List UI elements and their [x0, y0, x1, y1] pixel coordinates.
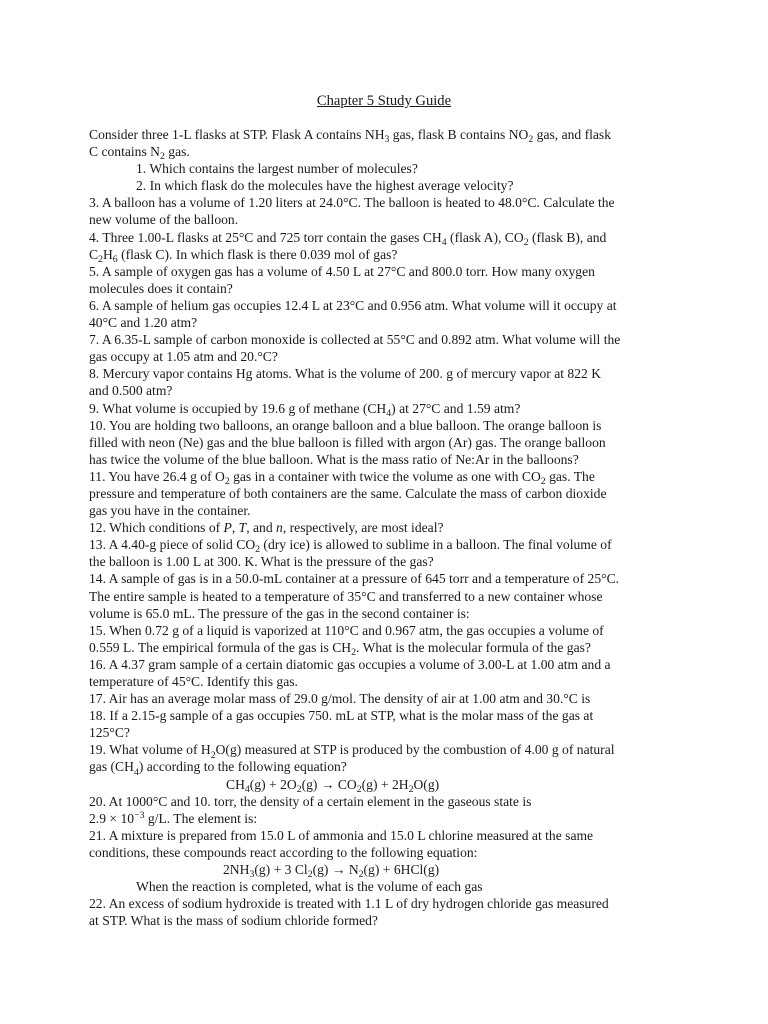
- text-line: 22. An excess of sodium hydroxide is treated with 1.1 L of dry hydrogen chloride gas measured: [89, 896, 609, 912]
- page-title: Chapter 5 Study Guide: [316, 93, 452, 109]
- text-line: 6. A sample of helium gas occupies 12.4 L at 23°C and 0.956 atm. What volume will it occupy at: [89, 297, 617, 313]
- chemical-equation: $CH_4(g) + 2O_2(g) \to CO_2(g) + 2H_2O(g)$: [226, 776, 440, 795]
- text-line: gas occupy at 1.05 atm and 20.°C?: [89, 349, 278, 365]
- text-line: 11. You have 26.4 g of $O_2$ gas in a container with twice the volume as one with $CO_2$ gas. The: [89, 468, 595, 487]
- chemical-equation: $2NH_3(g) + 3$ $Cl_2(g) \to N_2(g) + 6HCl(g)$: [223, 862, 440, 881]
- text-line: 0.559 L. The empirical formula of the gas is $CH_2$. What is the molecular formula of the gas?: [89, 639, 591, 658]
- text-line: C contains $N_2$ gas.: [89, 144, 190, 163]
- text-line: 3. A balloon has a volume of 1.20 liters at 24.0°C. The balloon is heated to 48.0°C. Calculate the: [89, 195, 615, 211]
- document-body: [89, 126, 689, 929]
- text-line: 16. A 4.37 gram sample of a certain diatomic gas occupies a volume of 3.00-L at 1.00 atm and a: [89, 656, 611, 672]
- text-line: gas $(CH_4)$ according to the following equation?: [89, 759, 347, 778]
- text-line: 18. If a 2.15-g sample of a gas occupies 750. mL at STP, what is the molar mass of the gas at: [89, 708, 594, 724]
- text-line: 8. Mercury vapor contains Hg atoms. What is the volume of 200. g of mercury vapor at 822 K: [89, 366, 602, 382]
- text-line: 4. Three 1.00-L flasks at 25°C and 725 torr contain the gases $CH_4$ (flask A), $CO_2$ (flask B), and: [89, 229, 607, 248]
- text-line: 15. When 0.72 g of a liquid is vaporized at 110°C and 0.967 atm, the gas occupies a volume of: [89, 622, 604, 638]
- text-line: at STP. What is the mass of sodium chloride formed?: [89, 913, 378, 929]
- text-line: 20. At 1000°C and 10. torr, the density of a certain element in the gaseous state is: [89, 793, 532, 809]
- text-line: $2.9 \times 10^{-3}$ g/L. The element is:: [89, 810, 258, 826]
- text-line: gas you have in the container.: [89, 503, 251, 519]
- text-line: 12. Which conditions of P, T, and n, respectively, are most ideal?: [89, 520, 444, 536]
- text-line: pressure and temperature of both containers are the same. Calculate the mass of carbon dioxide: [89, 485, 607, 501]
- text-line: The entire sample is heated to a temperature of 35°C and transferred to a new container whose: [89, 588, 603, 604]
- text-line: 40°C and 1.20 atm?: [89, 315, 198, 331]
- text-line: 21. A mixture is prepared from 15.0 L of ammonia and 15.0 L chlorine measured at the same: [89, 827, 594, 843]
- text-line: and 0.500 atm?: [89, 383, 173, 399]
- text-line: Consider three 1-L flasks at STP. Flask A contains $NH_3$ gas, flask B contains $NO_2$ gas, and flask: [89, 127, 612, 146]
- text-line: 13. A 4.40-g piece of solid $CO_2$ (dry ice) is allowed to sublime in a balloon. The final volume of: [89, 537, 612, 556]
- text-line: the balloon is 1.00 L at 300. K. What is the pressure of the gas?: [89, 554, 434, 570]
- text-line: 7. A 6.35-L sample of carbon monoxide is collected at 55°C and 0.892 atm. What volume will the: [89, 332, 621, 348]
- text-line: 5. A sample of oxygen gas has a volume of 4.50 L at 27°C and 800.0 torr. How many oxygen: [89, 263, 595, 279]
- text-line: molecules does it contain?: [89, 280, 233, 296]
- text-line: new volume of the balloon.: [89, 212, 239, 228]
- text-line: has twice the volume of the blue balloon. What is the mass ratio of Ne:Ar in the balloons?: [89, 451, 579, 467]
- text-line: volume is 65.0 mL. The pressure of the gas in the second container is:: [89, 605, 470, 621]
- text-line: $C_2H_6$ (flask C). In which flask is there 0.039 mol of gas?: [89, 246, 398, 265]
- text-line: 10. You are holding two balloons, an orange balloon and a blue balloon. The orange balloon is: [89, 417, 602, 433]
- text-line: conditions, these compounds react according to the following equation:: [89, 844, 478, 860]
- text-line: 9. What volume is occupied by 19.6 g of methane $(CH_4)$ at 27°C and 1.59 atm?: [89, 400, 521, 419]
- text-line: 17. Air has an average molar mass of 29.0 g/mol. The density of air at 1.00 atm and 30.°C is: [89, 691, 591, 707]
- text-line: filled with neon (Ne) gas and the blue balloon is filled with argon (Ar) gas. The orange balloon: [89, 434, 606, 450]
- text-line: 1. Which contains the largest number of molecules?: [136, 161, 418, 177]
- text-line: 2. In which flask do the molecules have the highest average velocity?: [136, 178, 514, 194]
- text-line: 19. What volume of $H_2O(g)$ measured at STP is produced by the combustion of 4.00 g of natural: [89, 742, 615, 761]
- text-line: 125°C?: [89, 725, 130, 741]
- text-line: temperature of 45°C. Identify this gas.: [89, 674, 298, 689]
- text-line: When the reaction is completed, what is the volume of each gas: [136, 879, 483, 895]
- text-line: 14. A sample of gas is in a 50.0-mL container at a pressure of 645 torr and a temperature of 25°C.: [89, 571, 620, 587]
